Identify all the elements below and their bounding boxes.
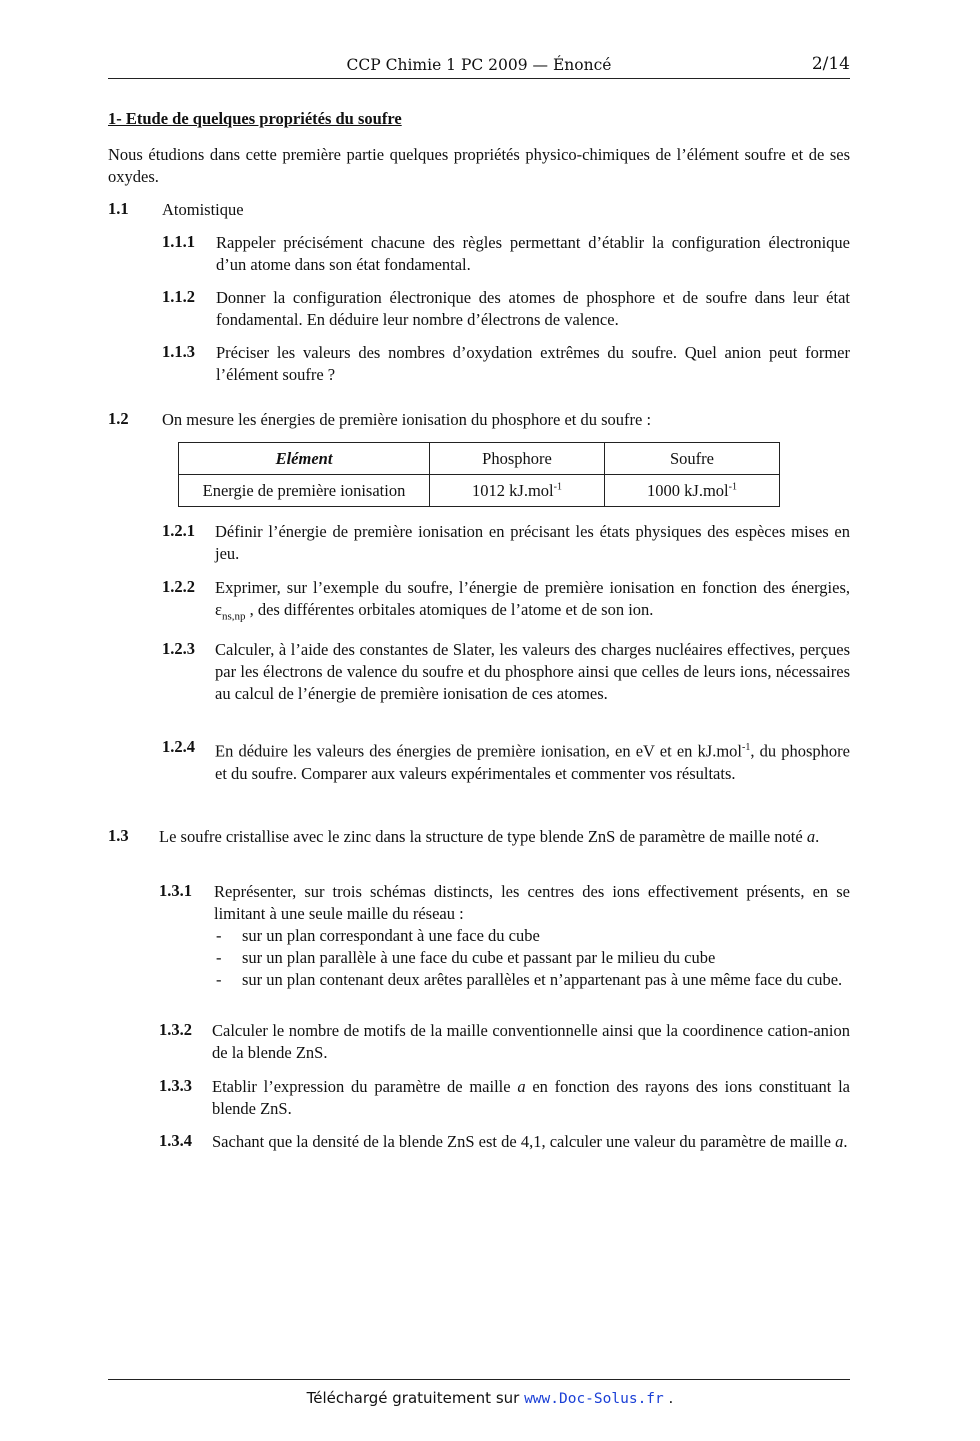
variable-a: a — [806, 827, 816, 846]
subsection-number-1-1: 1.1 — [108, 199, 129, 218]
table-header-element: Elément — [179, 443, 430, 475]
question-text: , du phosphore et du soufre. Comparer aux valeurs expérimentales et commenter vos résultats. — [215, 741, 850, 783]
footer-link[interactable]: www.Doc-Solus.fr — [524, 1391, 664, 1407]
question-text: , des différentes orbitales atomiques de l’atome et de son ion. — [245, 600, 654, 619]
subsection-number-1-2: 1.2 — [108, 409, 129, 428]
subsection-text-1-2: On mesure les énergies de première ionisation du phosphore et du soufre : — [162, 410, 652, 429]
subsection-text: . — [815, 827, 820, 846]
list-item: - sur un plan parallèle à une face du cube et passant par le milieu du cube — [214, 947, 850, 969]
table-cell-soufre — [605, 475, 780, 507]
question-text: Etablir l’expression du paramètre de maille — [212, 1077, 518, 1096]
section-intro: Nous étudions dans cette première partie quelques propriétés physico-chimiques de l’élément soufre et de ses oxydes. — [108, 145, 850, 186]
soufre-value: 1000 kJ.mol — [647, 480, 729, 500]
table-header-soufre: Soufre — [605, 443, 780, 475]
subsection-text: Le soufre cristallise avec le zinc dans la structure de type blende ZnS de paramètre de maille noté — [159, 827, 807, 846]
epsilon-subscript: ns,np — [221, 610, 246, 623]
footer-dot: . — [663, 1389, 674, 1407]
question-1-2-4 — [215, 737, 850, 785]
section-title: 1- Etude de quelques propriétés du soufre — [108, 109, 402, 128]
ionisation-table — [178, 442, 780, 507]
question-number-1-1-2: 1.1.2 — [162, 287, 195, 306]
question-text: Sachant que la densité de la blende ZnS est de 4,1, calculer une valeur du paramètre de maille — [212, 1132, 836, 1151]
table-header-phosphore: Phosphore — [430, 443, 605, 475]
header-title: CCP Chimie 1 PC 2009 — Énoncé — [346, 56, 612, 74]
variable-a: a — [835, 1132, 844, 1151]
question-number-1-1-3: 1.1.3 — [162, 342, 195, 361]
question-1-3-1 — [214, 881, 850, 991]
footer-text: Téléchargé gratuitement sur — [306, 1389, 525, 1407]
question-1-2-3: Calculer, à l’aide des constantes de Slater, les valeurs des charges nucléaires effectives, perçues par les électrons de valence du soufre et du phosphore ainsi que celles de leurs ions, nécessaires au calcul de l’énergie de première ionisation de ces atomes. — [215, 640, 850, 703]
unit-exponent: -1 — [728, 481, 737, 492]
list-item: - sur un plan correspondant à une face du cube — [214, 925, 850, 947]
question-text: En déduire les valeurs des énergies de première ionisation, en eV et en kJ.mol — [215, 741, 743, 761]
list-item: - sur un plan contenant deux arêtes parallèles et n’appartenant pas à une même face du cube. — [214, 969, 850, 991]
subsection-title-1-1: Atomistique — [162, 200, 244, 219]
question-1-1-1: Rappeler précisément chacune des règles permettant d’établir la configuration électronique d’un atome dans son état fondamental. — [216, 233, 850, 274]
question-text: Représenter, sur trois schémas distincts, les centres des ions effectivement présents, en se limitant à une seule maille du réseau : — [214, 882, 850, 923]
page-footer — [0, 1389, 980, 1407]
question-1-3-2: Calculer le nombre de motifs de la maille conventionnelle ainsi que la coordinence cation-anion de la blende ZnS. — [212, 1021, 850, 1062]
question-number-1-2-4: 1.2.4 — [162, 737, 195, 756]
question-number-1-3-1: 1.3.1 — [159, 881, 192, 900]
question-text: . — [843, 1132, 848, 1151]
question-number-1-1-1: 1.1.1 — [162, 232, 195, 251]
question-1-3-3 — [212, 1076, 850, 1120]
page-header — [108, 54, 850, 79]
question-1-3-4 — [212, 1131, 850, 1153]
table-row — [179, 475, 780, 507]
epsilon-symbol: ε — [215, 600, 222, 619]
question-number-1-3-3: 1.3.3 — [159, 1076, 192, 1095]
question-1-1-3: Préciser les valeurs des nombres d’oxydation extrêmes du soufre. Quel anion peut former l’élément soufre ? — [216, 343, 850, 384]
table-cell-phosphore — [430, 475, 605, 507]
question-text: en fonction des rayons des ions constituant la blende ZnS. — [212, 1077, 850, 1118]
question-1-1-2: Donner la configuration électronique des atomes de phosphore et de soufre dans leur état fondamental. En déduire leur nombre d’électrons de valence. — [216, 288, 850, 329]
unit-exponent: -1 — [553, 481, 562, 492]
question-number-1-3-2: 1.3.2 — [159, 1020, 192, 1039]
table-row-label: Energie de première ionisation — [179, 475, 430, 507]
phosphore-value: 1012 kJ.mol — [472, 480, 554, 500]
plane-list — [214, 925, 850, 991]
question-text: Exprimer, sur l’exemple du soufre, l’énergie de première ionisation en fonction des énergies, — [215, 578, 850, 597]
subsection-text-1-3 — [159, 826, 850, 848]
page-number: 2/14 — [811, 54, 850, 74]
question-1-2-2 — [215, 577, 850, 627]
footer-divider — [108, 1379, 850, 1380]
unit-exponent: -1 — [742, 742, 751, 753]
question-number-1-2-1: 1.2.1 — [162, 521, 195, 540]
question-number-1-2-2: 1.2.2 — [162, 577, 195, 596]
table-row — [179, 443, 780, 475]
variable-a: a — [517, 1077, 526, 1096]
subsection-number-1-3: 1.3 — [108, 826, 129, 845]
question-number-1-3-4: 1.3.4 — [159, 1131, 192, 1150]
question-number-1-2-3: 1.2.3 — [162, 639, 195, 658]
question-1-2-1: Définir l’énergie de première ionisation en précisant les états physiques des espèces mises en jeu. — [215, 522, 850, 563]
